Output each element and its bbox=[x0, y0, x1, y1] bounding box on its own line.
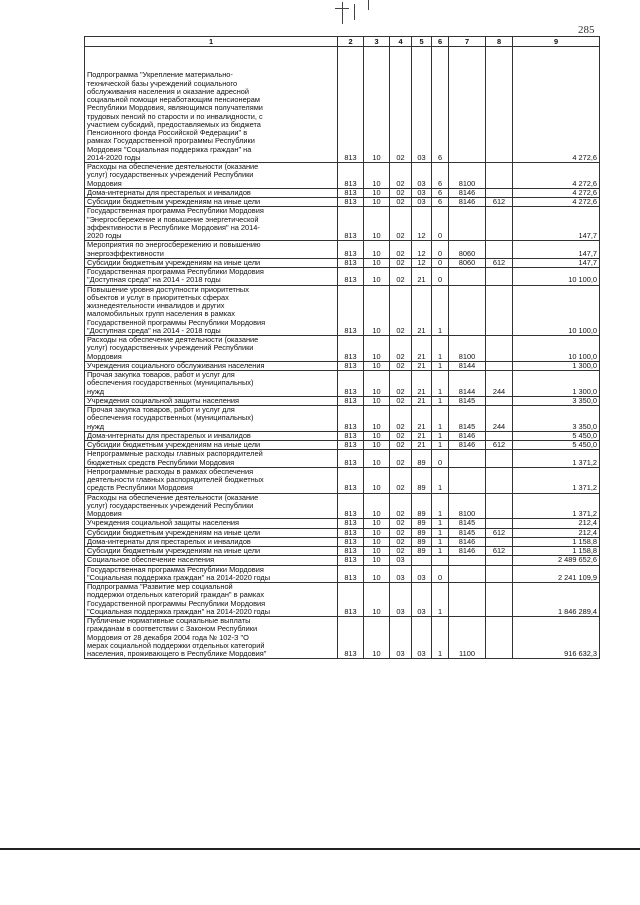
table-body bbox=[85, 47, 600, 659]
code-subprogram: 1 bbox=[432, 519, 449, 528]
code-program: 21 bbox=[412, 441, 432, 450]
table-row bbox=[85, 406, 600, 432]
table-row bbox=[85, 431, 600, 440]
code-program: 12 bbox=[412, 258, 432, 267]
table-row bbox=[85, 241, 600, 259]
table-row bbox=[85, 258, 600, 267]
code-vr bbox=[486, 583, 513, 617]
amount: 2 489 652,6 bbox=[513, 556, 600, 565]
code-subprogram: 0 bbox=[432, 207, 449, 241]
code-vr bbox=[486, 467, 513, 493]
row-description: Дома-интернаты для престарелых и инвалидов bbox=[85, 188, 338, 197]
code-pr: 02 bbox=[390, 258, 412, 267]
code-vr: 612 bbox=[486, 528, 513, 537]
code-program: 03 bbox=[412, 47, 432, 163]
code-pr: 02 bbox=[390, 268, 412, 286]
column-header: 7 bbox=[449, 37, 486, 47]
code-subprogram: 1 bbox=[432, 528, 449, 537]
code-rz: 10 bbox=[364, 198, 390, 207]
row-description: Субсидии бюджетным учреждениям на иные цели bbox=[85, 528, 338, 537]
code-rz: 10 bbox=[364, 431, 390, 440]
code-pr: 03 bbox=[390, 583, 412, 617]
code-program bbox=[412, 556, 432, 565]
code-direction: 8100 bbox=[449, 336, 486, 362]
row-description: Субсидии бюджетным учреждениям на иные цели bbox=[85, 258, 338, 267]
amount: 1 300,0 bbox=[513, 371, 600, 397]
code-rz: 10 bbox=[364, 371, 390, 397]
code-subprogram: 6 bbox=[432, 163, 449, 189]
row-description: Подпрограмма "Развитие мер социальной поддержки отдельных категорий граждан" в рамках Государственной программы Республики Мордовия "Социальная поддержка граждан" на 2014-2020 годы bbox=[85, 583, 338, 617]
amount: 4 272,6 bbox=[513, 163, 600, 189]
code-program: 21 bbox=[412, 361, 432, 370]
column-header: 5 bbox=[412, 37, 432, 47]
code-direction bbox=[449, 268, 486, 286]
code-vr bbox=[486, 47, 513, 163]
row-description: Непрограммные расходы главных распорядителей бюджетных средств Республики Мордовия bbox=[85, 450, 338, 468]
amount: 1 846 289,4 bbox=[513, 583, 600, 617]
code-rz: 10 bbox=[364, 336, 390, 362]
code-subprogram: 0 bbox=[432, 241, 449, 259]
code-subprogram: 1 bbox=[432, 361, 449, 370]
row-description: Государственная программа Республики Мордовия "Доступная среда" на 2014 - 2018 годы bbox=[85, 268, 338, 286]
row-description: Мероприятия по энергосбережению и повышению энергоэффективности bbox=[85, 241, 338, 259]
row-description: Прочая закупка товаров, работ и услуг для обеспечения государственных (муниципальных) нужд bbox=[85, 371, 338, 397]
row-description: Субсидии бюджетным учреждениям на иные цели bbox=[85, 441, 338, 450]
code-subprogram: 1 bbox=[432, 547, 449, 556]
code-rz: 10 bbox=[364, 617, 390, 659]
table-row bbox=[85, 198, 600, 207]
code-rz: 10 bbox=[364, 528, 390, 537]
scan-mark bbox=[354, 4, 355, 20]
code-gr: 813 bbox=[338, 547, 364, 556]
code-rz: 10 bbox=[364, 47, 390, 163]
amount: 10 100,0 bbox=[513, 285, 600, 336]
page-bottom-rule bbox=[0, 848, 640, 850]
table-row bbox=[85, 617, 600, 659]
code-direction: 8100 bbox=[449, 163, 486, 189]
column-header: 6 bbox=[432, 37, 449, 47]
code-vr: 612 bbox=[486, 547, 513, 556]
code-program: 89 bbox=[412, 467, 432, 493]
code-direction bbox=[449, 285, 486, 336]
code-program: 12 bbox=[412, 241, 432, 259]
table-row bbox=[85, 207, 600, 241]
code-subprogram: 1 bbox=[432, 467, 449, 493]
code-gr: 813 bbox=[338, 565, 364, 583]
code-program: 03 bbox=[412, 198, 432, 207]
amount: 1 371,2 bbox=[513, 450, 600, 468]
code-gr: 813 bbox=[338, 406, 364, 432]
code-rz: 10 bbox=[364, 268, 390, 286]
row-description: Расходы на обеспечение деятельности (оказание услуг) государственных учреждений Республики Мордовия bbox=[85, 163, 338, 189]
table-header-row bbox=[85, 37, 600, 47]
code-pr: 03 bbox=[390, 617, 412, 659]
code-gr: 813 bbox=[338, 241, 364, 259]
code-program: 21 bbox=[412, 431, 432, 440]
code-direction: 8146 bbox=[449, 537, 486, 546]
code-subprogram: 6 bbox=[432, 188, 449, 197]
row-description: Расходы на обеспечение деятельности (оказание услуг) государственных учреждений Республики Мордовия bbox=[85, 336, 338, 362]
code-program: 21 bbox=[412, 336, 432, 362]
amount: 147,7 bbox=[513, 258, 600, 267]
code-gr: 813 bbox=[338, 519, 364, 528]
code-subprogram: 1 bbox=[432, 371, 449, 397]
code-gr: 813 bbox=[338, 583, 364, 617]
row-description: Субсидии бюджетным учреждениям на иные цели bbox=[85, 547, 338, 556]
column-header: 2 bbox=[338, 37, 364, 47]
table-row bbox=[85, 47, 600, 163]
code-pr: 02 bbox=[390, 431, 412, 440]
code-vr: 612 bbox=[486, 441, 513, 450]
code-gr: 813 bbox=[338, 493, 364, 519]
code-gr: 813 bbox=[338, 617, 364, 659]
table-row bbox=[85, 336, 600, 362]
code-direction: 8145 bbox=[449, 519, 486, 528]
amount: 3 350,0 bbox=[513, 406, 600, 432]
row-description: Государственная программа Республики Мордовия "Энергосбережение и повышение энергетической эффективности в Республике Мордовия" на 2014- 2020 годы bbox=[85, 207, 338, 241]
code-gr: 813 bbox=[338, 441, 364, 450]
amount: 4 272,6 bbox=[513, 198, 600, 207]
column-header: 8 bbox=[486, 37, 513, 47]
amount: 916 632,3 bbox=[513, 617, 600, 659]
table-row bbox=[85, 519, 600, 528]
code-program: 21 bbox=[412, 396, 432, 405]
code-direction: 8100 bbox=[449, 493, 486, 519]
code-subprogram: 1 bbox=[432, 406, 449, 432]
code-vr: 244 bbox=[486, 406, 513, 432]
code-vr bbox=[486, 336, 513, 362]
row-description: Расходы на обеспечение деятельности (оказание услуг) государственных учреждений Республики Мордовия bbox=[85, 493, 338, 519]
code-gr: 813 bbox=[338, 268, 364, 286]
scan-mark bbox=[368, 0, 369, 10]
code-rz: 10 bbox=[364, 361, 390, 370]
code-rz: 10 bbox=[364, 163, 390, 189]
code-direction: 8060 bbox=[449, 241, 486, 259]
code-program: 89 bbox=[412, 493, 432, 519]
code-subprogram: 1 bbox=[432, 431, 449, 440]
code-vr bbox=[486, 565, 513, 583]
code-gr: 813 bbox=[338, 285, 364, 336]
amount: 3 350,0 bbox=[513, 396, 600, 405]
code-vr bbox=[486, 241, 513, 259]
code-program: 03 bbox=[412, 583, 432, 617]
code-rz: 10 bbox=[364, 241, 390, 259]
code-vr bbox=[486, 519, 513, 528]
code-direction: 1100 bbox=[449, 617, 486, 659]
row-description: Публичные нормативные социальные выплаты гражданам в соответствии с Законом Республики Мордовия от 28 декабря 2004 года № 102-З "О мерах социальной поддержки отдельных категорий населения, проживающего в Республике Мордовия" bbox=[85, 617, 338, 659]
row-description: Учреждения социальной защиты населения bbox=[85, 519, 338, 528]
code-gr: 813 bbox=[338, 431, 364, 440]
code-pr: 02 bbox=[390, 285, 412, 336]
amount: 1 371,2 bbox=[513, 493, 600, 519]
code-rz: 10 bbox=[364, 565, 390, 583]
scan-mark bbox=[335, 8, 349, 9]
code-direction bbox=[449, 556, 486, 565]
code-vr bbox=[486, 617, 513, 659]
code-vr bbox=[486, 537, 513, 546]
amount: 212,4 bbox=[513, 519, 600, 528]
code-rz: 10 bbox=[364, 556, 390, 565]
code-rz: 10 bbox=[364, 441, 390, 450]
code-direction bbox=[449, 583, 486, 617]
code-direction: 8145 bbox=[449, 396, 486, 405]
code-pr: 02 bbox=[390, 537, 412, 546]
code-rz: 10 bbox=[364, 450, 390, 468]
code-subprogram bbox=[432, 556, 449, 565]
code-pr: 02 bbox=[390, 371, 412, 397]
code-gr: 813 bbox=[338, 163, 364, 189]
code-vr bbox=[486, 188, 513, 197]
code-pr: 02 bbox=[390, 406, 412, 432]
code-rz: 10 bbox=[364, 188, 390, 197]
code-rz: 10 bbox=[364, 406, 390, 432]
code-rz: 10 bbox=[364, 493, 390, 519]
table-row bbox=[85, 547, 600, 556]
code-gr: 813 bbox=[338, 467, 364, 493]
row-description: Социальное обеспечение населения bbox=[85, 556, 338, 565]
table-row bbox=[85, 268, 600, 286]
code-pr: 02 bbox=[390, 441, 412, 450]
table-row bbox=[85, 163, 600, 189]
code-gr: 813 bbox=[338, 361, 364, 370]
code-direction: 8146 bbox=[449, 431, 486, 440]
code-gr: 813 bbox=[338, 207, 364, 241]
code-vr bbox=[486, 450, 513, 468]
amount: 212,4 bbox=[513, 528, 600, 537]
code-direction: 8146 bbox=[449, 198, 486, 207]
code-vr bbox=[486, 207, 513, 241]
code-direction bbox=[449, 565, 486, 583]
code-direction bbox=[449, 450, 486, 468]
table-row bbox=[85, 371, 600, 397]
amount: 147,7 bbox=[513, 207, 600, 241]
code-vr: 612 bbox=[486, 198, 513, 207]
scan-mark bbox=[342, 2, 343, 24]
code-program: 21 bbox=[412, 371, 432, 397]
code-program: 21 bbox=[412, 285, 432, 336]
code-subprogram: 1 bbox=[432, 493, 449, 519]
page-number: 285 bbox=[578, 24, 595, 36]
table-row bbox=[85, 188, 600, 197]
amount: 1 300,0 bbox=[513, 361, 600, 370]
code-pr: 02 bbox=[390, 47, 412, 163]
code-direction: 8146 bbox=[449, 188, 486, 197]
code-pr: 02 bbox=[390, 188, 412, 197]
table-row bbox=[85, 528, 600, 537]
code-direction: 8144 bbox=[449, 361, 486, 370]
code-direction: 8146 bbox=[449, 547, 486, 556]
code-vr bbox=[486, 361, 513, 370]
code-direction bbox=[449, 467, 486, 493]
row-description: Повышение уровня доступности приоритетных объектов и услуг в приоритетных сферах жизнедеятельности инвалидов и других маломобильных групп населения в рамках Государственной программы Республики Мордовия "Доступная среда" на 2014 - 2018 годы bbox=[85, 285, 338, 336]
code-rz: 10 bbox=[364, 537, 390, 546]
code-direction: 8145 bbox=[449, 528, 486, 537]
code-subprogram: 0 bbox=[432, 565, 449, 583]
code-program: 03 bbox=[412, 565, 432, 583]
code-program: 03 bbox=[412, 188, 432, 197]
code-program: 89 bbox=[412, 537, 432, 546]
code-subprogram: 0 bbox=[432, 258, 449, 267]
code-gr: 813 bbox=[338, 450, 364, 468]
code-pr: 02 bbox=[390, 519, 412, 528]
table-row bbox=[85, 537, 600, 546]
code-gr: 813 bbox=[338, 336, 364, 362]
code-gr: 813 bbox=[338, 396, 364, 405]
column-header: 1 bbox=[85, 37, 338, 47]
table-row bbox=[85, 467, 600, 493]
code-program: 89 bbox=[412, 528, 432, 537]
code-program: 03 bbox=[412, 163, 432, 189]
code-vr bbox=[486, 493, 513, 519]
code-pr: 02 bbox=[390, 493, 412, 519]
column-header: 4 bbox=[390, 37, 412, 47]
code-subprogram: 1 bbox=[432, 336, 449, 362]
amount: 4 272,6 bbox=[513, 188, 600, 197]
table-row bbox=[85, 565, 600, 583]
code-vr bbox=[486, 556, 513, 565]
table-row bbox=[85, 396, 600, 405]
code-rz: 10 bbox=[364, 547, 390, 556]
row-description: Учреждения социальной защиты населения bbox=[85, 396, 338, 405]
code-subprogram: 1 bbox=[432, 441, 449, 450]
row-description: Прочая закупка товаров, работ и услуг для обеспечения государственных (муниципальных) нужд bbox=[85, 406, 338, 432]
code-gr: 813 bbox=[338, 188, 364, 197]
code-pr: 02 bbox=[390, 361, 412, 370]
code-rz: 10 bbox=[364, 583, 390, 617]
code-vr: 612 bbox=[486, 258, 513, 267]
code-vr bbox=[486, 268, 513, 286]
amount: 5 450,0 bbox=[513, 431, 600, 440]
amount: 1 158,8 bbox=[513, 537, 600, 546]
code-pr: 02 bbox=[390, 207, 412, 241]
code-pr: 02 bbox=[390, 198, 412, 207]
table-row bbox=[85, 285, 600, 336]
table-row bbox=[85, 441, 600, 450]
code-gr: 813 bbox=[338, 528, 364, 537]
code-rz: 10 bbox=[364, 519, 390, 528]
code-pr: 03 bbox=[390, 565, 412, 583]
code-rz: 10 bbox=[364, 207, 390, 241]
amount: 147,7 bbox=[513, 241, 600, 259]
code-subprogram: 1 bbox=[432, 537, 449, 546]
row-description: Дома-интернаты для престарелых и инвалидов bbox=[85, 537, 338, 546]
code-gr: 813 bbox=[338, 537, 364, 546]
code-pr: 02 bbox=[390, 336, 412, 362]
code-subprogram: 1 bbox=[432, 617, 449, 659]
code-subprogram: 6 bbox=[432, 198, 449, 207]
code-rz: 10 bbox=[364, 467, 390, 493]
code-pr: 02 bbox=[390, 396, 412, 405]
code-direction bbox=[449, 207, 486, 241]
code-gr: 813 bbox=[338, 198, 364, 207]
amount: 1 158,8 bbox=[513, 547, 600, 556]
code-subprogram: 1 bbox=[432, 396, 449, 405]
code-rz: 10 bbox=[364, 396, 390, 405]
code-direction: 8146 bbox=[449, 441, 486, 450]
code-subprogram: 0 bbox=[432, 450, 449, 468]
code-vr bbox=[486, 396, 513, 405]
amount: 2 241 109,9 bbox=[513, 565, 600, 583]
code-subprogram: 0 bbox=[432, 268, 449, 286]
row-description: Дома-интернаты для престарелых и инвалидов bbox=[85, 431, 338, 440]
code-gr: 813 bbox=[338, 258, 364, 267]
code-direction bbox=[449, 47, 486, 163]
code-program: 89 bbox=[412, 519, 432, 528]
code-pr: 02 bbox=[390, 241, 412, 259]
row-description: Непрограммные расходы в рамках обеспечения деятельности главных распорядителей бюджетных средств Республики Мордовия bbox=[85, 467, 338, 493]
code-subprogram: 1 bbox=[432, 583, 449, 617]
code-program: 12 bbox=[412, 207, 432, 241]
code-vr bbox=[486, 163, 513, 189]
code-program: 21 bbox=[412, 406, 432, 432]
code-vr bbox=[486, 431, 513, 440]
table-row bbox=[85, 583, 600, 617]
code-program: 89 bbox=[412, 450, 432, 468]
code-program: 21 bbox=[412, 268, 432, 286]
code-subprogram: 1 bbox=[432, 285, 449, 336]
table-row bbox=[85, 556, 600, 565]
row-description: Подпрограмма "Укрепление материально- технической базы учреждений социального обслуживания населения и оказание адресной социальной помощи неработающим пенсионерам Республики Мордовия, являющимся получателями трудовых пенсий по старости и по инвалидности, с участием субсидий, предоставляемых из бюджета Пенсионного фонда Российской Федерации" в рамках Государственной программы Республики Мордовия "Социальная поддержка граждан" на 2014-2020 годы bbox=[85, 47, 338, 163]
code-pr: 02 bbox=[390, 528, 412, 537]
table-row bbox=[85, 450, 600, 468]
code-gr: 813 bbox=[338, 47, 364, 163]
code-pr: 02 bbox=[390, 467, 412, 493]
code-direction: 8144 bbox=[449, 371, 486, 397]
table-row bbox=[85, 361, 600, 370]
code-vr bbox=[486, 285, 513, 336]
code-pr: 02 bbox=[390, 547, 412, 556]
code-program: 89 bbox=[412, 547, 432, 556]
code-rz: 10 bbox=[364, 258, 390, 267]
code-pr: 02 bbox=[390, 163, 412, 189]
row-description: Учреждения социального обслуживания населения bbox=[85, 361, 338, 370]
code-gr: 813 bbox=[338, 556, 364, 565]
row-description: Государственная программа Республики Мордовия "Социальная поддержка граждан" на 2014-2020 годы bbox=[85, 565, 338, 583]
code-program: 03 bbox=[412, 617, 432, 659]
column-header: 3 bbox=[364, 37, 390, 47]
amount: 10 100,0 bbox=[513, 268, 600, 286]
column-header: 9 bbox=[513, 37, 600, 47]
code-pr: 03 bbox=[390, 556, 412, 565]
budget-table bbox=[84, 36, 600, 659]
code-gr: 813 bbox=[338, 371, 364, 397]
code-vr: 244 bbox=[486, 371, 513, 397]
amount: 1 371,2 bbox=[513, 467, 600, 493]
code-direction: 8145 bbox=[449, 406, 486, 432]
code-direction: 8060 bbox=[449, 258, 486, 267]
code-rz: 10 bbox=[364, 285, 390, 336]
row-description: Субсидии бюджетным учреждениям на иные цели bbox=[85, 198, 338, 207]
amount: 4 272,6 bbox=[513, 47, 600, 163]
code-subprogram: 6 bbox=[432, 47, 449, 163]
amount: 10 100,0 bbox=[513, 336, 600, 362]
amount: 5 450,0 bbox=[513, 441, 600, 450]
table-row bbox=[85, 493, 600, 519]
code-pr: 02 bbox=[390, 450, 412, 468]
